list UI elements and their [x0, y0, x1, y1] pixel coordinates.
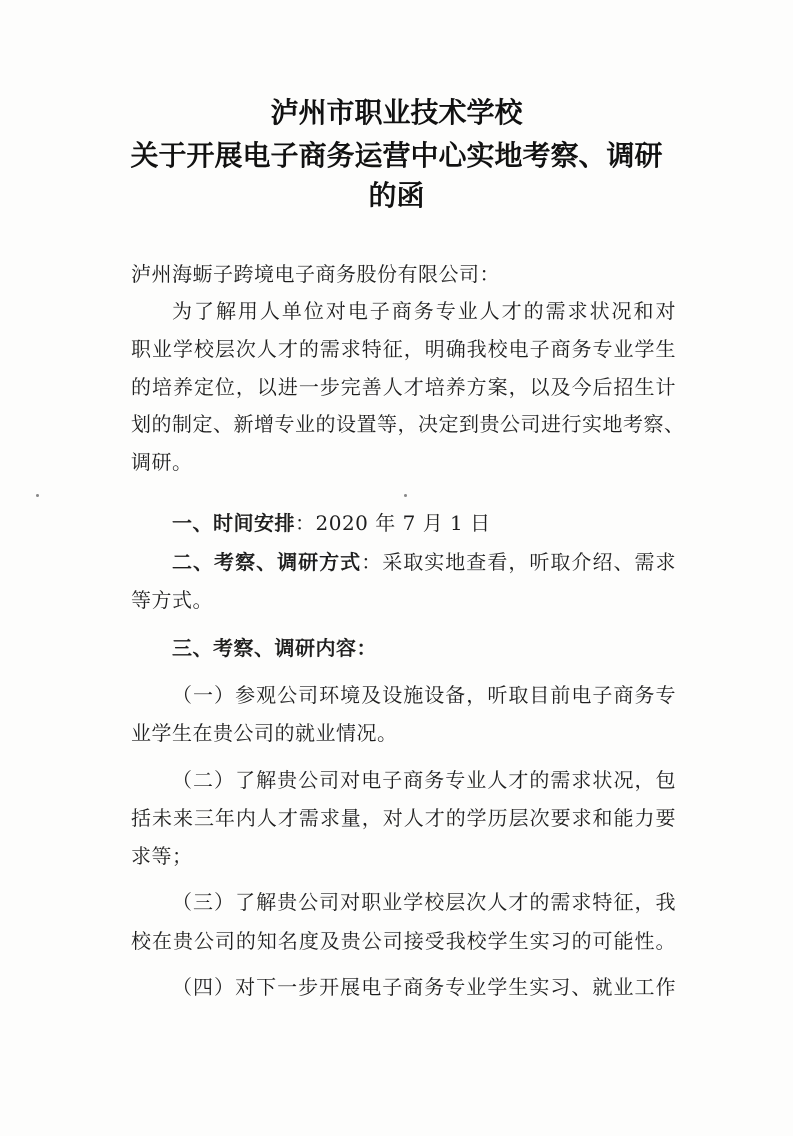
section-method-heading: 二、考察、调研方式	[172, 550, 362, 574]
section-method-text: ：采取实地查看，听取介绍、需求	[361, 550, 677, 574]
item-2-line-1: （二）了解贵公司对电子商务专业人才的需求状况，包	[172, 768, 676, 792]
item-3-line-1: （三）了解贵公司对职业学校层次人才的需求特征，我	[172, 890, 676, 914]
recipient-line: 泸州海蛎子跨境电子商务股份有限公司：	[131, 262, 500, 286]
section-method-cont: 等方式。	[131, 588, 213, 612]
intro-line-2: 职业学校层次人才的需求特征，明确我校电子商务专业学生	[131, 337, 676, 361]
scan-speck	[404, 494, 407, 497]
item-2-line-3: 求等；	[131, 844, 193, 868]
item-4-line-1: （四）对下一步开展电子商务专业学生实习、就业工作	[172, 975, 676, 999]
title-doc-type: 的函	[368, 179, 425, 212]
intro-line-4: 划的制定、新增专业的设置等，决定到贵公司进行实地考察、	[131, 412, 685, 436]
item-1-line-2: 业学生在贵公司的就业情况。	[131, 721, 398, 745]
intro-line-5: 调研。	[131, 450, 193, 474]
section-time	[172, 509, 732, 537]
section-content-heading: 三、考察、调研内容：	[172, 636, 377, 660]
item-2-line-2: 括未来三年内人才需求量，对人才的学历层次要求和能力要	[131, 806, 676, 830]
intro-line-1: 为了解用人单位对电子商务专业人才的需求状况和对	[172, 299, 676, 323]
title-subject: 关于开展电子商务运营中心实地考察、调研	[130, 139, 663, 172]
section-time-text: ：2020 年 7 月 1 日	[295, 511, 491, 535]
scan-speck	[36, 494, 39, 497]
section-method	[172, 548, 676, 576]
section-time-heading: 一、时间安排	[172, 511, 295, 535]
intro-line-3: 的培养定位，以进一步完善人才培养方案，以及今后招生计	[131, 375, 676, 399]
item-1-line-1: （一）参观公司环境及设施设备，听取目前电子商务专	[172, 683, 676, 707]
title-school-name: 泸州市职业技术学校	[270, 96, 523, 129]
item-3-line-2: 校在贵公司的知名度及贵公司接受我校学生实习的可能性。	[131, 929, 676, 953]
